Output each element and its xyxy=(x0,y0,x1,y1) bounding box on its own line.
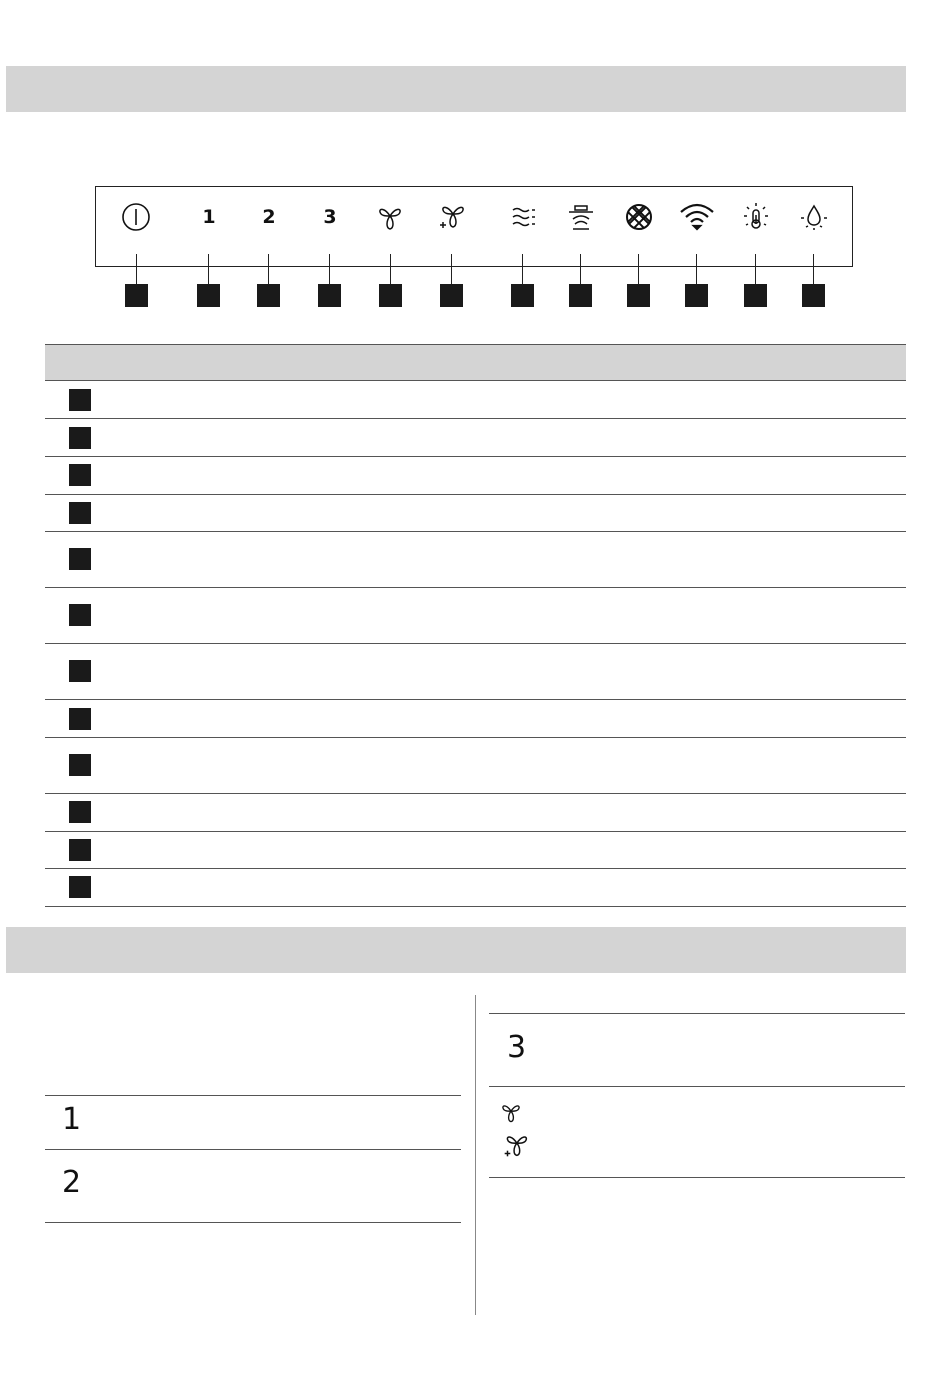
table-row xyxy=(45,419,906,457)
table-row xyxy=(45,532,906,588)
light-icon[interactable] xyxy=(794,197,834,237)
table-row xyxy=(45,832,906,869)
row-marker xyxy=(69,502,91,524)
column-divider xyxy=(475,995,476,1315)
legend-table-header xyxy=(45,344,906,381)
callout-marker xyxy=(569,284,592,307)
divider xyxy=(489,1086,905,1087)
leader-line xyxy=(390,254,391,284)
callout-marker xyxy=(744,284,767,307)
speed-3-symbol: 3 xyxy=(507,1030,527,1065)
row-marker xyxy=(69,464,91,486)
callout-marker xyxy=(802,284,825,307)
row-marker xyxy=(69,754,91,776)
table-row xyxy=(45,869,906,907)
callout-marker xyxy=(440,284,463,307)
row-marker xyxy=(69,389,91,411)
row-marker xyxy=(69,708,91,730)
table-row xyxy=(45,457,906,495)
table-row xyxy=(45,794,906,832)
row-marker xyxy=(69,427,91,449)
callout-marker xyxy=(685,284,708,307)
hob-hood-icon[interactable] xyxy=(561,197,601,237)
table-row xyxy=(45,495,906,532)
speed-2-label: 2 xyxy=(262,206,276,228)
speed-1-button[interactable] xyxy=(189,197,229,237)
table-row xyxy=(45,700,906,738)
speed-3-label: 3 xyxy=(323,206,337,228)
row-marker xyxy=(69,548,91,570)
leader-line xyxy=(813,254,814,284)
auto-mode-icon[interactable] xyxy=(503,197,543,237)
temperature-light-icon[interactable] xyxy=(736,197,776,237)
fan-icon[interactable] xyxy=(370,197,410,237)
speed-2-symbol: 2 xyxy=(62,1165,82,1200)
table-row xyxy=(45,381,906,419)
row-marker xyxy=(69,801,91,823)
leader-line xyxy=(580,254,581,284)
leader-line xyxy=(451,254,452,284)
leader-line xyxy=(208,254,209,284)
leader-line xyxy=(329,254,330,284)
speed-2-button[interactable] xyxy=(249,197,289,237)
leader-line xyxy=(638,254,639,284)
divider xyxy=(45,1222,461,1223)
callout-marker xyxy=(379,284,402,307)
speed-3-button[interactable] xyxy=(310,197,350,237)
leader-line xyxy=(755,254,756,284)
grease-filter-icon[interactable] xyxy=(619,197,659,237)
row-marker xyxy=(69,876,91,898)
row-marker xyxy=(69,604,91,626)
leader-line xyxy=(268,254,269,284)
divider xyxy=(45,1095,461,1096)
table-row xyxy=(45,738,906,794)
table-row xyxy=(45,588,906,644)
leader-line xyxy=(696,254,697,284)
fan-boost-icon[interactable] xyxy=(431,197,471,237)
speed-1-label: 1 xyxy=(202,206,216,228)
row-marker xyxy=(69,839,91,861)
table-row xyxy=(45,644,906,700)
speed-1-symbol: 1 xyxy=(62,1102,82,1137)
callout-marker xyxy=(318,284,341,307)
section-header-band xyxy=(6,66,906,112)
leader-line xyxy=(136,254,137,284)
divider xyxy=(489,1013,905,1014)
wifi-icon[interactable] xyxy=(677,197,717,237)
divider xyxy=(45,1149,461,1150)
power-icon[interactable] xyxy=(116,197,156,237)
fan-boost-icon xyxy=(500,1131,530,1165)
callout-marker xyxy=(627,284,650,307)
leader-line xyxy=(522,254,523,284)
divider xyxy=(489,1177,905,1178)
row-marker xyxy=(69,660,91,682)
fan-icon xyxy=(498,1100,524,1128)
callout-marker xyxy=(197,284,220,307)
section-header-band xyxy=(6,927,906,973)
callout-marker xyxy=(125,284,148,307)
callout-marker xyxy=(257,284,280,307)
callout-marker xyxy=(511,284,534,307)
